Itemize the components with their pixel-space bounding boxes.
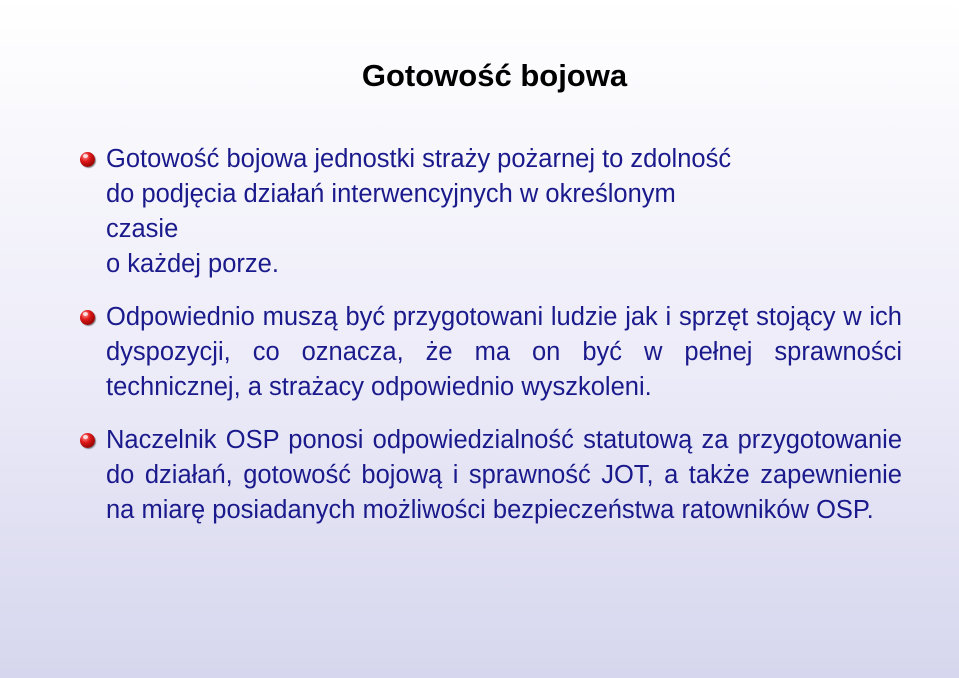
bullet-text: Odpowiednio muszą być przygotowani ludzie jak i sprzęt stojący w ich dyspozycji, co oznacza, że ma on być w pełnej sprawności technicznej, a strażacy odpowiednio wyszkoleni. <box>106 303 902 401</box>
slide-title: Gotowość bojowa <box>361 58 628 93</box>
bullet-line: Gotowość bojowa jednostki straży pożarnej to zdolność <box>106 145 732 173</box>
bullet-item-people-equipment <box>80 300 902 405</box>
bullet-line: o każdej porze. <box>106 250 279 278</box>
red-sphere-bullet-icon <box>80 152 95 167</box>
bullet-line: do podjęcia działań interwencyjnych w określonym <box>106 180 676 208</box>
bullet-item-readiness-definition <box>80 142 902 282</box>
bullet-item-osp-chief <box>80 423 902 528</box>
bullet-text <box>106 142 902 282</box>
bullet-list <box>80 142 902 546</box>
bullet-text: Naczelnik OSP ponosi odpowiedzialność statutową za przygotowanie do działań, gotowość bojową i sprawność JOT, a także zapewnienie na miarę posiadanych możliwości bezpieczeństwa ratowników OSP. <box>106 426 902 524</box>
bullet-line: czasie <box>106 215 179 243</box>
red-sphere-bullet-icon <box>80 433 95 448</box>
red-sphere-bullet-icon <box>80 310 95 325</box>
